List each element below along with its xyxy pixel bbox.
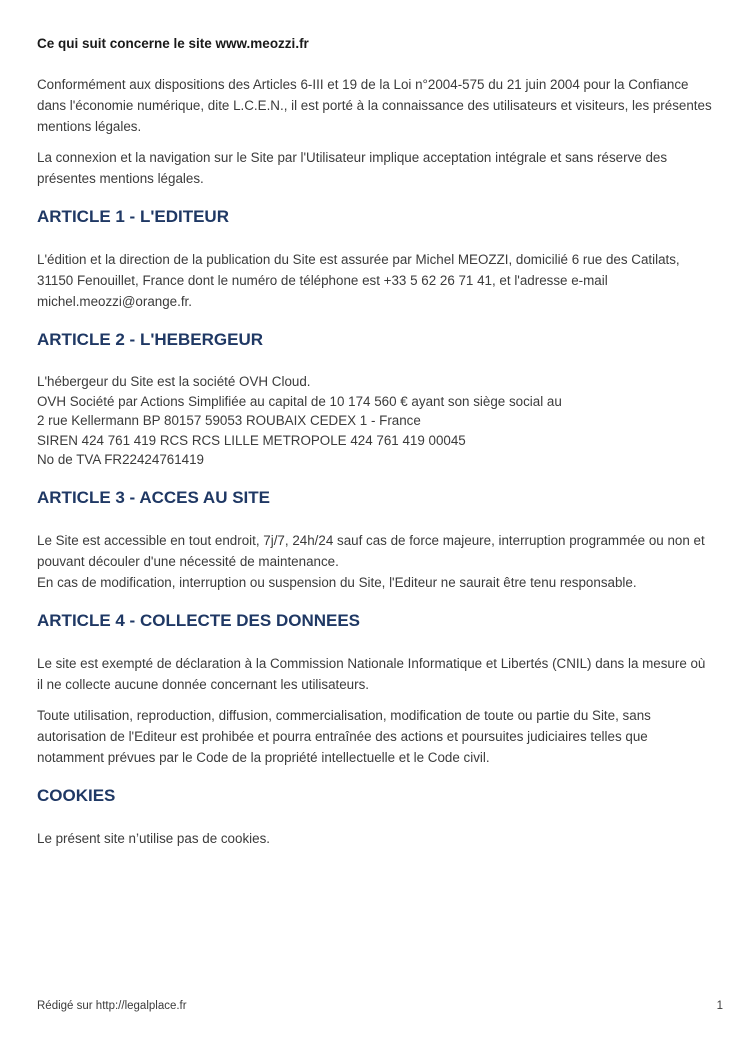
section-article-4-collecte-des-donnees <box>37 611 713 768</box>
section-paragraph: Le présent site n’utilise pas de cookies. <box>37 830 270 846</box>
section-cookies <box>37 786 713 849</box>
footer-credit: Rédigé sur http://legalplace.fr <box>37 1000 187 1012</box>
section-paragraph: En cas de modification, interruption ou suspension du Site, l'Editeur ne saurait être tenu responsable. <box>37 574 637 590</box>
section-line: L'hébergeur du Site est la société OVH Cloud. <box>37 374 311 389</box>
section-paragraph: Toute utilisation, reproduction, diffusion, commercialisation, modification de toute ou partie du Site, sans autorisation de l'Editeur est prohibée et pourra entraînée des actions et poursuites judiciaires telles que notamment prévues par le Code de la propriété intellectuelle et le Code civil. <box>37 707 651 765</box>
section-line: OVH Société par Actions Simplifiée au capital de 10 174 560 € ayant son siège social au <box>37 393 562 409</box>
section-line: 2 rue Kellermann BP 80157 59053 ROUBAIX CEDEX 1 - France <box>37 413 421 428</box>
section-heading-cookies: COOKIES <box>37 785 116 805</box>
intro-paragraphs <box>37 74 713 189</box>
section-heading-article-2-hebergeur: ARTICLE 2 - L'HEBERGEUR <box>37 330 263 349</box>
section-article-1-editeur <box>37 207 713 312</box>
section-article-2-hebergeur <box>37 330 713 470</box>
section-line: SIREN 424 761 419 RCS RCS LILLE METROPOLE 424 761 419 00045 <box>37 432 466 448</box>
document-sections <box>37 207 713 849</box>
section-paragraph: Le Site est accessible en tout endroit, 7j/7, 24h/24 sauf cas de force majeure, interruption programmée ou non et pouvant découler d'une nécessité de maintenance. <box>37 532 705 569</box>
section-heading-article-3-acces: ARTICLE 3 - ACCES AU SITE <box>37 487 270 507</box>
section-paragraph: L'édition et la direction de la publication du Site est assurée par Michel MEOZZI, domicilié 6 rue des Catilats, 31150 Fenouillet, France dont le numéro de téléphone est +33 5 62 26 71 41, et l'adresse e-mail michel.meozzi@orange.fr. <box>37 252 680 309</box>
intro-paragraph: La connexion et la navigation sur le Site par l'Utilisateur implique acceptation intégrale et sans réserve des présentes mentions légales. <box>37 150 668 186</box>
document-title: Ce qui suit concerne le site www.meozzi.fr <box>37 36 309 51</box>
section-line-block <box>37 372 713 470</box>
page-number: 1 <box>716 1000 723 1012</box>
intro-paragraph: Conformément aux dispositions des Articles 6-III et 19 de la Loi n°2004-575 du 21 juin 2004 pour la Confiance dans l'économie numérique, dite L.C.E.N., il est porté à la connaissance des utilisateurs et visiteurs, les présentes mentions légales. <box>37 77 712 134</box>
section-paragraph: Le site est exempté de déclaration à la Commission Nationale Informatique et Libertés (CNIL) dans la mesure où il ne collecte aucune donnée concernant les utilisateurs. <box>37 655 706 692</box>
section-heading-article-1-editeur: ARTICLE 1 - L'EDITEUR <box>37 207 229 226</box>
page-footer <box>37 999 723 1013</box>
section-article-3-acces <box>37 488 713 593</box>
section-heading-article-4-collecte-des-donnees: ARTICLE 4 - COLLECTE DES DONNEES <box>37 610 361 630</box>
section-line: No de TVA FR22424761419 <box>37 452 205 467</box>
